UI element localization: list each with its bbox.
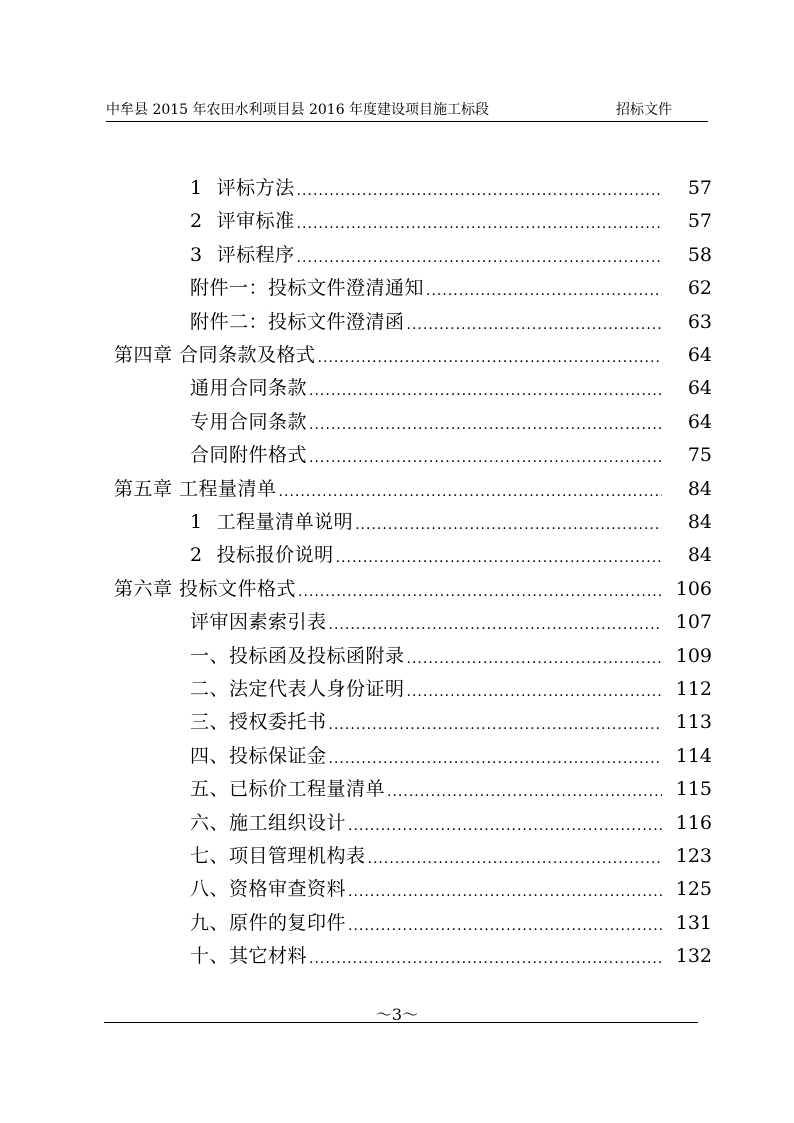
toc-entry-page: 132 [675,945,712,968]
toc-entry-label [190,371,307,405]
toc-leader-dots [309,942,662,976]
toc-entry-page: 123 [675,845,712,867]
toc-entry-label [190,772,385,806]
toc-entry-label [190,672,405,706]
toc-entry-label [190,505,353,539]
toc-entry[interactable] [190,238,712,272]
toc-entry-title: 投标报价说明 [216,544,334,567]
toc-entry-title: 六、施工组织设计 [190,811,347,834]
toc-entry-label [190,305,405,339]
toc-entry-page: 64 [687,377,712,400]
toc-entry-page: 64 [687,410,712,433]
toc-entry-title: 九、原件的复印件 [190,911,347,934]
toc-entry-page: 84 [687,511,712,533]
toc-entry[interactable] [190,806,712,840]
toc-entry-label [190,271,424,305]
toc-entry-page: 107 [675,611,712,634]
toc-entry-page: 64 [687,344,712,366]
toc-entry-page: 116 [675,811,712,834]
toc-entry[interactable] [114,472,712,506]
toc-entry-page: 106 [675,577,712,600]
toc-leader-dots [329,742,662,776]
toc-entry-title: 附件二：投标文件澄清函 [190,310,405,333]
toc-entry-label [114,472,277,506]
toc-entry-label [190,538,334,572]
footer-divider [104,1022,698,1023]
toc-entry-label [190,806,346,840]
header-document-title: 中牟县 2015 年农田水利项目县 2016 年度建设项目施工标段 [106,102,490,118]
toc-entry-page: 58 [687,243,712,266]
toc-entry-title: 五、已标价工程量清单 [190,778,386,801]
toc-entry[interactable] [190,371,712,405]
toc-leader-dots [279,475,662,509]
toc-entry[interactable] [190,672,712,706]
toc-entry-label [190,705,327,739]
toc-entry-title: 第六章 投标文件格式 [114,577,297,600]
toc-leader-dots [329,708,662,742]
toc-entry-title: 合同附件格式 [190,444,308,467]
toc-entry[interactable] [190,772,712,806]
toc-entry-title: 工程量清单说明 [216,511,354,533]
toc-entry-label [190,839,366,873]
toc-entry-label [190,204,295,238]
toc-entry[interactable] [190,538,712,572]
toc-entry-page: 131 [675,911,712,934]
toc-entry-title: 八、资格审查资料 [190,878,347,901]
toc-entry[interactable] [114,338,712,372]
page-number: ～3～ [375,1005,419,1024]
toc-entry-page: 125 [675,878,712,901]
toc-entry-title: 通用合同条款 [190,377,308,400]
toc-entry-title: 一、投标函及投标函附录 [190,644,405,667]
toc-entry[interactable] [190,839,712,873]
toc-leader-dots [426,274,662,308]
toc-entry-page: 109 [675,644,712,667]
toc-entry-title: 评标程序 [216,243,295,266]
toc-entry[interactable] [190,505,712,539]
toc-leader-dots [348,909,662,943]
toc-entry[interactable] [190,405,712,439]
toc-entry-label [190,171,295,205]
toc-entry-label [190,438,307,472]
toc-entry-page: 112 [675,678,712,700]
toc-leader-dots [407,308,662,342]
toc-leader-dots [387,775,662,809]
toc-leader-dots [348,809,662,843]
toc-entry-title: 四、投标保证金 [190,744,327,767]
toc-entry-page: 57 [687,177,712,199]
toc-entry[interactable] [190,271,712,305]
toc-entry-number: 1 [190,511,203,533]
toc-entry[interactable] [190,605,712,639]
toc-leader-dots [297,207,662,241]
toc-entry-title: 评审因素索引表 [190,611,327,634]
toc-entry-title: 评审标准 [216,210,295,233]
toc-entry[interactable] [190,872,712,906]
toc-leader-dots [309,441,662,475]
toc-entry-label [190,405,307,439]
toc-entry[interactable] [190,438,712,472]
toc-leader-dots [336,541,662,575]
toc-entry-page: 63 [687,310,712,333]
toc-entry[interactable] [190,939,712,973]
toc-entry-label [190,739,327,773]
toc-entry[interactable] [190,305,712,339]
toc-entry-page: 114 [675,744,712,767]
toc-entry-label [190,605,327,639]
toc-entry-number: 3 [190,243,203,266]
toc-entry-title: 二、法定代表人身份证明 [190,678,405,700]
toc-entry-title: 十、其它材料 [190,945,308,968]
toc-entry-number: 1 [190,177,203,199]
toc-entry-page: 62 [687,277,712,300]
toc-leader-dots [329,608,662,642]
toc-leader-dots [355,508,662,542]
toc-entry-title: 第四章 合同条款及格式 [114,344,316,366]
toc-entry[interactable] [190,639,712,673]
toc-leader-dots [348,875,662,909]
toc-leader-dots [407,675,662,709]
toc-leader-dots [297,241,662,275]
toc-entry-title: 第五章 工程量清单 [114,477,277,500]
toc-entry-number: 2 [190,544,203,567]
toc-entry[interactable] [190,204,712,238]
toc-entry-label [114,572,296,606]
header-document-type: 招标文件 [616,102,672,118]
toc-entry-title: 专用合同条款 [190,410,308,433]
toc-entry-page: 84 [687,477,712,500]
toc-entry-page: 113 [675,711,712,734]
toc-entry-title: 评标方法 [216,177,295,199]
toc-entry-label [190,639,405,673]
toc-entry-title: 附件一：投标文件澄清通知 [190,277,425,300]
toc-entry-number: 2 [190,210,203,233]
toc-entry-title: 三、授权委托书 [190,711,327,734]
toc-leader-dots [297,174,662,208]
toc-leader-dots [318,341,662,375]
toc-entry[interactable] [114,572,712,606]
toc-leader-dots [298,575,662,609]
toc-leader-dots [407,642,662,676]
toc-entry-label [190,872,346,906]
toc-entry-label [114,338,316,372]
toc-entry[interactable] [190,739,712,773]
toc-entry[interactable] [190,171,712,205]
toc-entry-page: 84 [687,544,712,567]
toc-leader-dots [309,408,662,442]
toc-entry[interactable] [190,906,712,940]
toc-entry[interactable] [190,705,712,739]
toc-leader-dots [309,374,662,408]
toc-entry-page: 57 [687,210,712,233]
toc-entry-label [190,906,346,940]
toc-entry-label [190,238,295,272]
toc-entry-page: 115 [675,778,712,801]
toc-entry-title: 七、项目管理机构表 [190,845,366,867]
toc-leader-dots [368,842,662,876]
toc-entry-page: 75 [687,444,712,467]
toc-entry-label [190,939,307,973]
